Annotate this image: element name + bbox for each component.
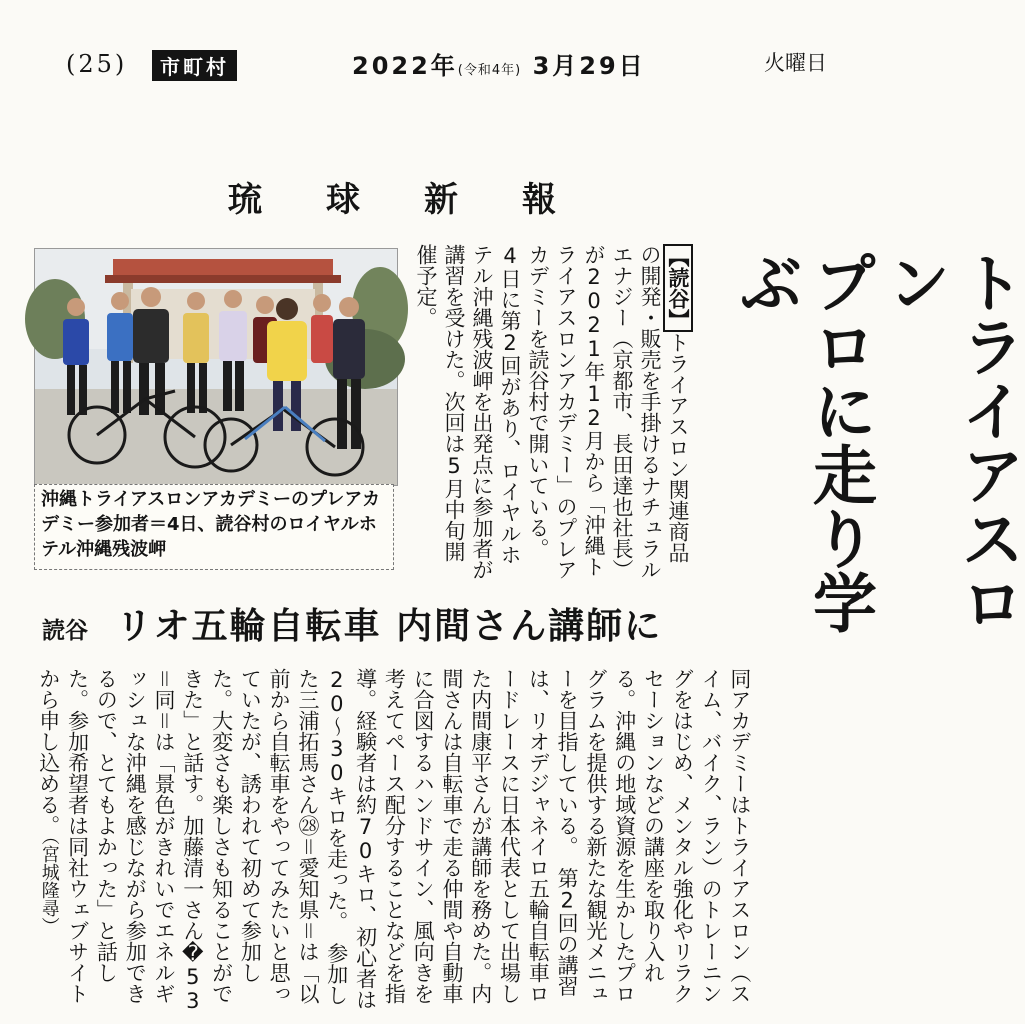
lead-text: トライアスロン関連商品の開発・販売を手掛けるナチュラルエナジー（京都市、長田達也社長）が2021年12月から「沖縄トライアスロンアカデミー」のプレアカデミーを読谷村で開いている。4日に第2回があり、ロイヤルホテル沖縄残波岬を出発点に参加者が講習を受けた。次回は5月中旬開催予定。 [414, 244, 690, 580]
lead-dateline: 【読谷】 [663, 244, 693, 332]
subheadline: リオ五輪自転車 内間さん講師に [116, 605, 663, 647]
paper-name: 琉球新報 [228, 180, 620, 220]
byline: （宮城隆尋） [38, 836, 60, 935]
body-paragraph-2: 第2回の講習は、リオデジャネイロ五輪自転車ロードレースに日本代表として出場した内間康平さんが講師を務めた。内間さんは自転車で走る仲間や自動車に合図するハンドサイン、風向きを考えてペース配分することなどを指導。経験者は約70キロ、初心者は20〜30キロを走った。 [324, 668, 580, 1010]
section-badge: 市町村 [152, 50, 237, 81]
article-body [34, 668, 754, 1020]
body-paragraph-3: 参加した三浦拓馬さん㉘＝愛知県＝は「以前から自転車をやってみたいと思っていたが、誘われて初めて参加した。大変さも楽しさも知ることができた」と話す。加藤清一さん�53＝同＝は「景色がきれいでエネルギッシュな沖縄を感じながら参加できるので、とてもよかった」と話した。参加希望者は同社ウェブサイトから申し込める。 [36, 668, 349, 1013]
page-number: (25) [66, 50, 128, 78]
date-year: 2022年 [352, 52, 458, 80]
headline [728, 250, 1024, 670]
subhead-location-tag: 読谷 [42, 618, 88, 644]
body-paragraph-1: 同アカデミーはトライアスロン（スイム、バイク、ラン）のトレーニングをはじめ、メンタル強化やリラクセーションなどの講座を取り入れる。沖縄の地域資源を生かしたプログラムを提供する新たな観光メニューを目指している。 [555, 668, 752, 1004]
issue-date [352, 46, 646, 81]
date-era: (令和4年) [457, 63, 522, 78]
group-photo-illustration [35, 249, 397, 485]
weekday: 火曜日 [764, 51, 827, 75]
photo-caption: 沖縄トライアスロンアカデミーのプレアカデミー参加者＝4日、読谷村のロイヤルホテル沖縄残波岬 [41, 489, 381, 560]
photo-caption-box [34, 484, 394, 570]
lead-article [412, 244, 692, 580]
date-month-day: 3月29日 [521, 52, 646, 80]
headline-line-1: トライアスロン [876, 250, 1025, 634]
headline-line-2: プロに走り学ぶ [728, 250, 877, 634]
group-photo [34, 248, 398, 486]
